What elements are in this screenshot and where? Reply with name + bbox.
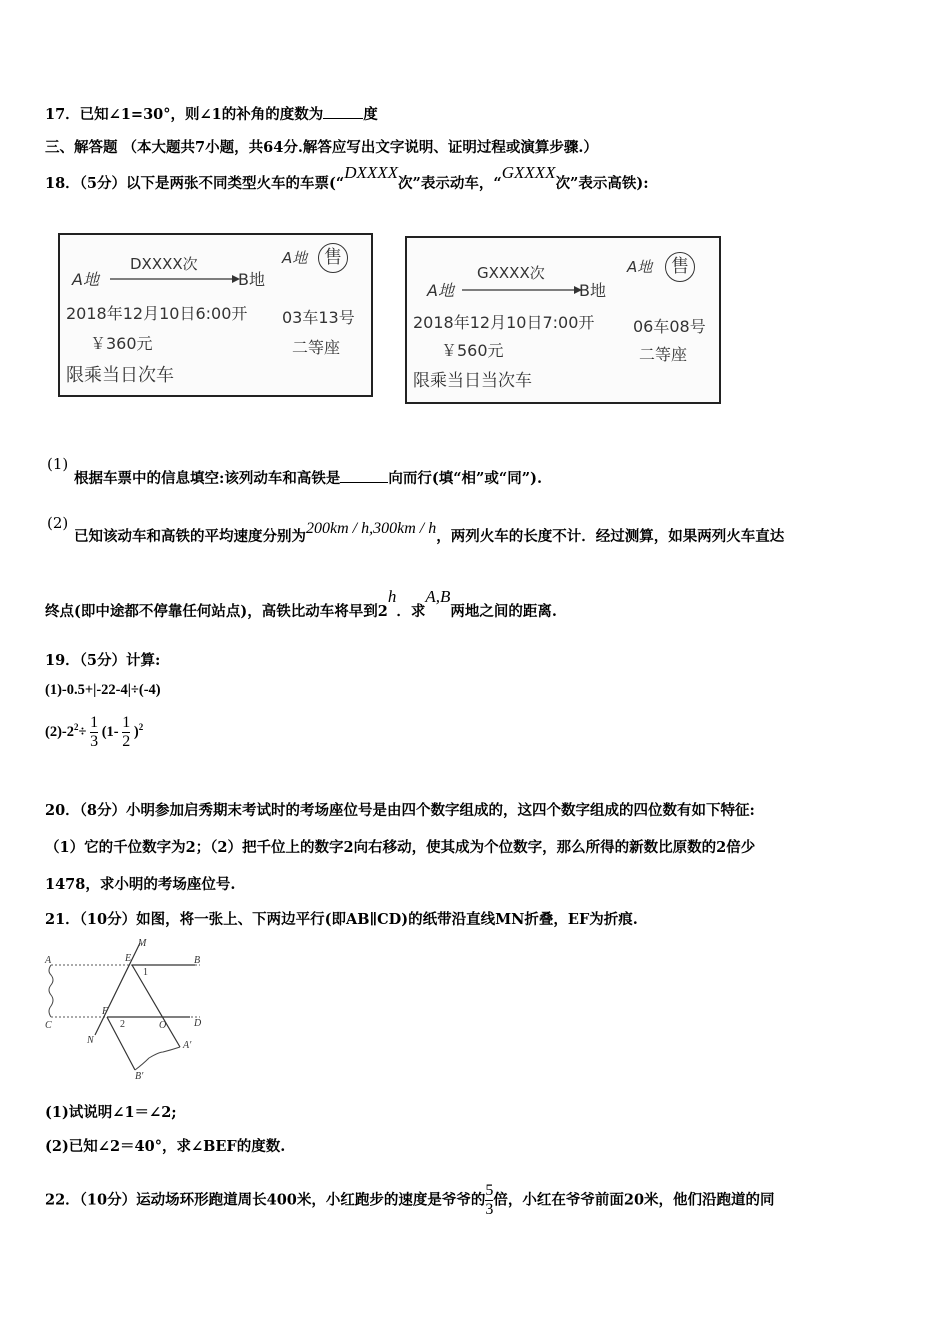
fraction-one-third: $\frac{1}{3}$ <box>90 714 99 750</box>
label-A: A <box>45 955 52 966</box>
q18-p2-line2: 终点(即中途都不停靠任何站点)，高铁比动车将早到2h．求A,B两地之间的距离. <box>45 587 557 620</box>
q18-intro: 18．（5分）以下是两张不同类型火车的车票(“DXXXX次”表示动车，“GXXXX次”表示高铁): <box>45 163 649 192</box>
q18-p1-label: (1) <box>47 455 69 473</box>
q18-p1: 根据车票中的信息填空:该列动车和高铁是 向而行(填“相”或“同”). <box>74 470 542 487</box>
label-B-prime: B′ <box>135 1071 144 1082</box>
section-heading: 三、解答题 （本大题共7小题，共64分.解答应写出文字说明、证明过程或演算步骤.） <box>45 139 598 156</box>
label-O: O <box>159 1020 167 1031</box>
label-A-prime: A′ <box>183 1040 192 1051</box>
label-D: D <box>194 1018 202 1029</box>
label-angle-2: 2 <box>120 1019 125 1030</box>
label-N: N <box>87 1035 94 1046</box>
q19-title: 19．（5分）计算: <box>45 652 161 669</box>
q21-text: 21．（10分）如图，将一张上、下两边平行(即AB∥CD)的纸带沿直线MN折叠，EF为折痕. <box>45 911 638 928</box>
q18-p2-label: (2) <box>47 514 69 532</box>
q19-line1: (1)-0.5+|-22-4|÷(-4) <box>45 682 161 698</box>
fraction-one-half: $\frac{1}{2}$ <box>122 714 131 750</box>
q20-line2: （1）它的千位数字为2；（2）把千位上的数字2向右移动，使其成为个位数字，那么所得的新数比原数的2倍少 <box>45 839 756 856</box>
q18-p2-line1: 已知该动车和高铁的平均速度分别为200km / h,300km / h，两列火车的长度不计．经过测算，如果两列火车直达 <box>74 520 785 545</box>
sold-stamp: 售 <box>665 252 695 282</box>
q22-line: 22．（10分）运动场环形跑道周长400米，小红跑步的速度是爷爷的 $\frac{5}{3}$ 倍，小红在爷爷前面20米，他们沿跑道的同 <box>45 1182 775 1218</box>
label-E: E <box>125 953 132 964</box>
sold-stamp: 售 <box>318 243 348 273</box>
label-M: M <box>138 938 147 949</box>
q20-line3: 1478，求小明的考场座位号. <box>45 876 236 893</box>
answer-blank <box>323 118 363 119</box>
answer-blank <box>340 482 388 483</box>
label-C: C <box>45 1020 52 1031</box>
q20-line1: 20．（8分）小明参加启秀期末考试时的考场座位号是由四个数字组成的，这四个数字组成的四位数有如下特征: <box>45 802 755 819</box>
arrow-icon <box>110 273 240 285</box>
q21-p2: (2)已知∠2＝40°，求∠BEF的度数. <box>45 1138 286 1155</box>
ticket-d: A地 DXXXX次 B地 A地 售 2018年12月10日6:00开 03车13号 ￥360元 二等座 限乘当日次车 <box>58 233 373 397</box>
label-F: F <box>102 1006 109 1017</box>
arrow-icon <box>462 284 582 296</box>
label-angle-1: 1 <box>143 967 148 978</box>
q17-line: 17．已知∠1=30°，则∠1的补角的度数为 度 <box>45 106 378 123</box>
q19-line2: $(2)-2^2\div$ $\frac{1}{3}$ (1- $\frac{1}{2}$ )$^2$ <box>45 714 144 750</box>
ticket-g: A地 GXXXX次 B地 A地 售 2018年12月10日7:00开 06车08号 ￥560元 二等座 限乘当日当次车 <box>405 236 721 404</box>
fraction-five-thirds: $\frac{5}{3}$ <box>485 1182 494 1218</box>
label-B: B <box>194 955 201 966</box>
q21-p1: (1)试说明∠1＝∠2; <box>45 1104 177 1121</box>
fold-diagram <box>40 935 215 1085</box>
